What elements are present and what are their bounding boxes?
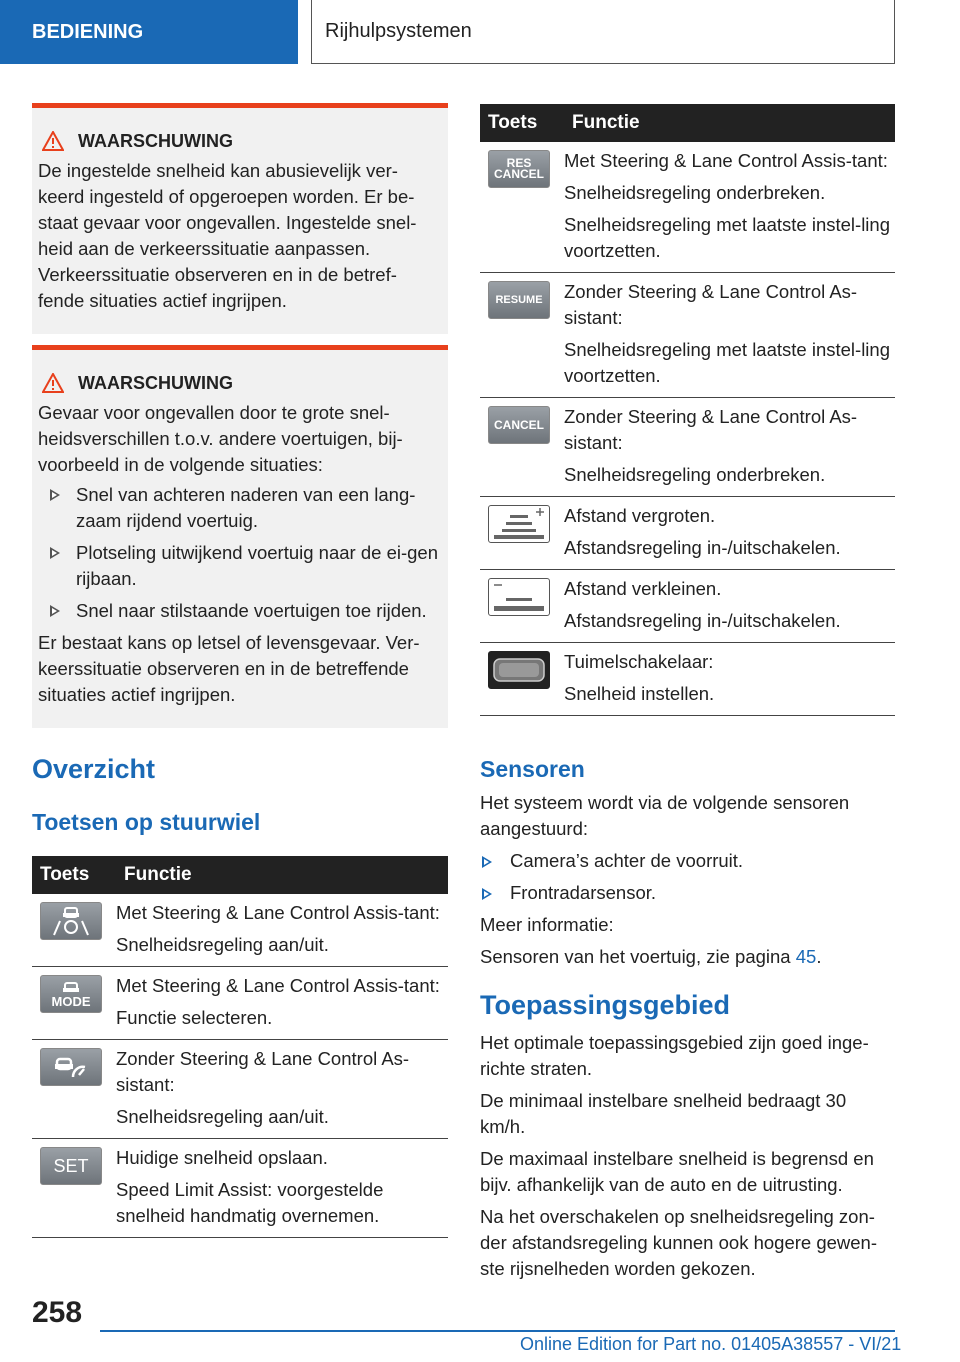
table-row: [32, 967, 448, 1040]
table-row: [480, 497, 895, 570]
mode-button-icon: MODE: [40, 975, 102, 1013]
warning-title-text: WAARSCHUWING: [78, 373, 233, 393]
table-row: [32, 894, 448, 967]
res-cancel-button-icon: RES CANCEL: [488, 150, 550, 188]
warning-box-2: [32, 345, 448, 728]
warning-text: De ingestelde snelheid kan abusievelijk ver-keerd ingesteld of opgeroepen worden. Er be-staat gevaar voor ongevallen. Ingestelde snel-heid aan de verkeerssituatie aanpassen. Verkeerssituatie observeren en in de betref-fende situaties actief ingrijpen.: [38, 160, 417, 311]
table-row: [32, 1139, 448, 1238]
sensors-section: [480, 790, 896, 976]
column-header-function: Functie: [564, 104, 895, 142]
sensors-list: [480, 848, 896, 906]
application-section: [480, 1030, 896, 1288]
table-header-row: [32, 856, 448, 894]
sensors-intro: Het systeem wordt via de volgende sensoren aangestuurd:: [480, 792, 850, 839]
warning-triangle-icon: [42, 373, 64, 393]
bullet-triangle-icon: [482, 856, 492, 868]
function-text: Zonder Steering & Lane Control As-sistant:: [564, 281, 858, 328]
function-text: Snelheidsregeling onderbreken.: [564, 464, 826, 485]
more-info-label: Meer informatie:: [480, 914, 614, 935]
bullet-triangle-icon: [50, 605, 60, 617]
page-number: 258: [32, 1296, 83, 1329]
table-header-row: [480, 104, 895, 142]
section-tab: BEDIENING: [0, 0, 298, 64]
warning-triangle-icon: [42, 131, 64, 151]
column-header-function: Functie: [116, 856, 448, 894]
cancel-button-icon: CANCEL: [488, 406, 550, 444]
table-row: [480, 643, 895, 716]
function-text: Snelheidsregeling aan/uit.: [116, 1106, 329, 1127]
function-text: Huidige snelheid opslaan.: [116, 1147, 328, 1168]
table-row: [480, 273, 895, 398]
function-text: Met Steering & Lane Control Assis-tant:: [116, 975, 440, 996]
cruise-control-icon: [40, 1048, 102, 1086]
distance-decrease-icon: [488, 578, 550, 616]
lane-assist-steering-icon: [40, 902, 102, 940]
warning-title: [42, 128, 442, 154]
bullet-triangle-icon: [482, 888, 492, 900]
bullet-triangle-icon: [50, 547, 60, 559]
function-text: Snelheidsregeling onderbreken.: [564, 182, 826, 203]
list-item: Snel van achteren naderen van een lang-zaam rijdend voertuig.: [38, 482, 442, 534]
footer-divider: [100, 1330, 895, 1332]
distance-increase-icon: [488, 505, 550, 543]
table-row: [32, 1040, 448, 1139]
column-header-key: Toets: [480, 104, 564, 142]
sensors-heading: Sensoren: [480, 756, 585, 782]
list-item: Snel naar stilstaande voertuigen toe rijden.: [38, 598, 442, 624]
resume-button-icon: RESUME: [488, 281, 550, 319]
function-text: Snelheidsregeling met laatste instel-ling voortzetten.: [564, 339, 890, 386]
list-item: Frontradarsensor.: [480, 880, 896, 906]
paragraph: Het optimale toepassingsgebied zijn goed inge-richte straten.: [480, 1032, 869, 1079]
function-text: Met Steering & Lane Control Assis-tant:: [564, 150, 888, 171]
warning-intro: Gevaar voor ongevallen door te grote snel-heidsverschillen t.o.v. andere voertuigen, bij-voorbeeld in de volgende situaties:: [38, 402, 403, 475]
column-header-key: Toets: [32, 856, 116, 894]
paragraph: De maximaal instelbare snelheid is begrensd en bijv. afhankelijk van de auto en de uitrusting.: [480, 1148, 874, 1195]
function-text: Snelheid instellen.: [564, 683, 715, 704]
function-text: Afstand vergroten.: [564, 505, 716, 526]
steering-keys-table: [32, 856, 448, 1238]
warning-outro: Er bestaat kans op letsel of levensgevaar. Ver-keerssituatie observeren en in de betreffende situaties actief ingrijpen.: [38, 632, 420, 705]
keys-table-continued: [480, 104, 895, 716]
function-text: Afstand verkleinen.: [564, 578, 722, 599]
paragraph: De minimaal instelbare snelheid bedraagt 30 km/h.: [480, 1090, 847, 1137]
warning-box-1: [32, 103, 448, 334]
function-text: Afstandsregeling in-/uitschakelen.: [564, 610, 841, 631]
table-row: [480, 142, 895, 273]
page-reference: Sensoren van het voertuig, zie pagina 45.: [480, 946, 822, 967]
bullet-triangle-icon: [50, 489, 60, 501]
edition-text: Online Edition for Part no. 01405A38557 - VI/21: [520, 1334, 902, 1354]
paragraph: Na het overschakelen op snelheidsregeling zon-der afstandsregeling kunnen ook hogere gewen-ste rijsnelheden worden gekozen.: [480, 1206, 878, 1279]
table-row: [480, 398, 895, 497]
warning-title-text: WAARSCHUWING: [78, 131, 233, 151]
function-text: Functie selecteren.: [116, 1007, 273, 1028]
warning-title: [42, 370, 442, 396]
function-text: Afstandsregeling in-/uitschakelen.: [564, 537, 841, 558]
warning-list: [38, 482, 442, 624]
function-text: Snelheidsregeling met laatste instel-ling voortzetten.: [564, 214, 890, 261]
page-link[interactable]: 45: [795, 946, 817, 967]
function-text: Speed Limit Assist: voorgestelde snelheid handmatig overnemen.: [116, 1179, 384, 1226]
list-item: Camera’s achter de voorruit.: [480, 848, 896, 874]
overview-heading: Overzicht: [32, 754, 156, 784]
steering-keys-heading: Toetsen op stuurwiel: [32, 809, 261, 835]
chapter-title: Rijhulpsystemen: [311, 0, 895, 64]
function-text: Tuimelschakelaar:: [564, 651, 714, 672]
rocker-switch-icon: [488, 651, 550, 689]
application-heading: Toepassingsgebied: [480, 990, 731, 1020]
set-button-icon: SET: [40, 1147, 102, 1185]
function-text: Zonder Steering & Lane Control As-sistant:: [564, 406, 858, 453]
table-row: [480, 570, 895, 643]
function-text: Snelheidsregeling aan/uit.: [116, 934, 329, 955]
list-item: Plotseling uitwijkend voertuig naar de ei-gen rijbaan.: [38, 540, 442, 592]
function-text: Met Steering & Lane Control Assis-tant:: [116, 902, 440, 923]
function-text: Zonder Steering & Lane Control As-sistant:: [116, 1048, 410, 1095]
